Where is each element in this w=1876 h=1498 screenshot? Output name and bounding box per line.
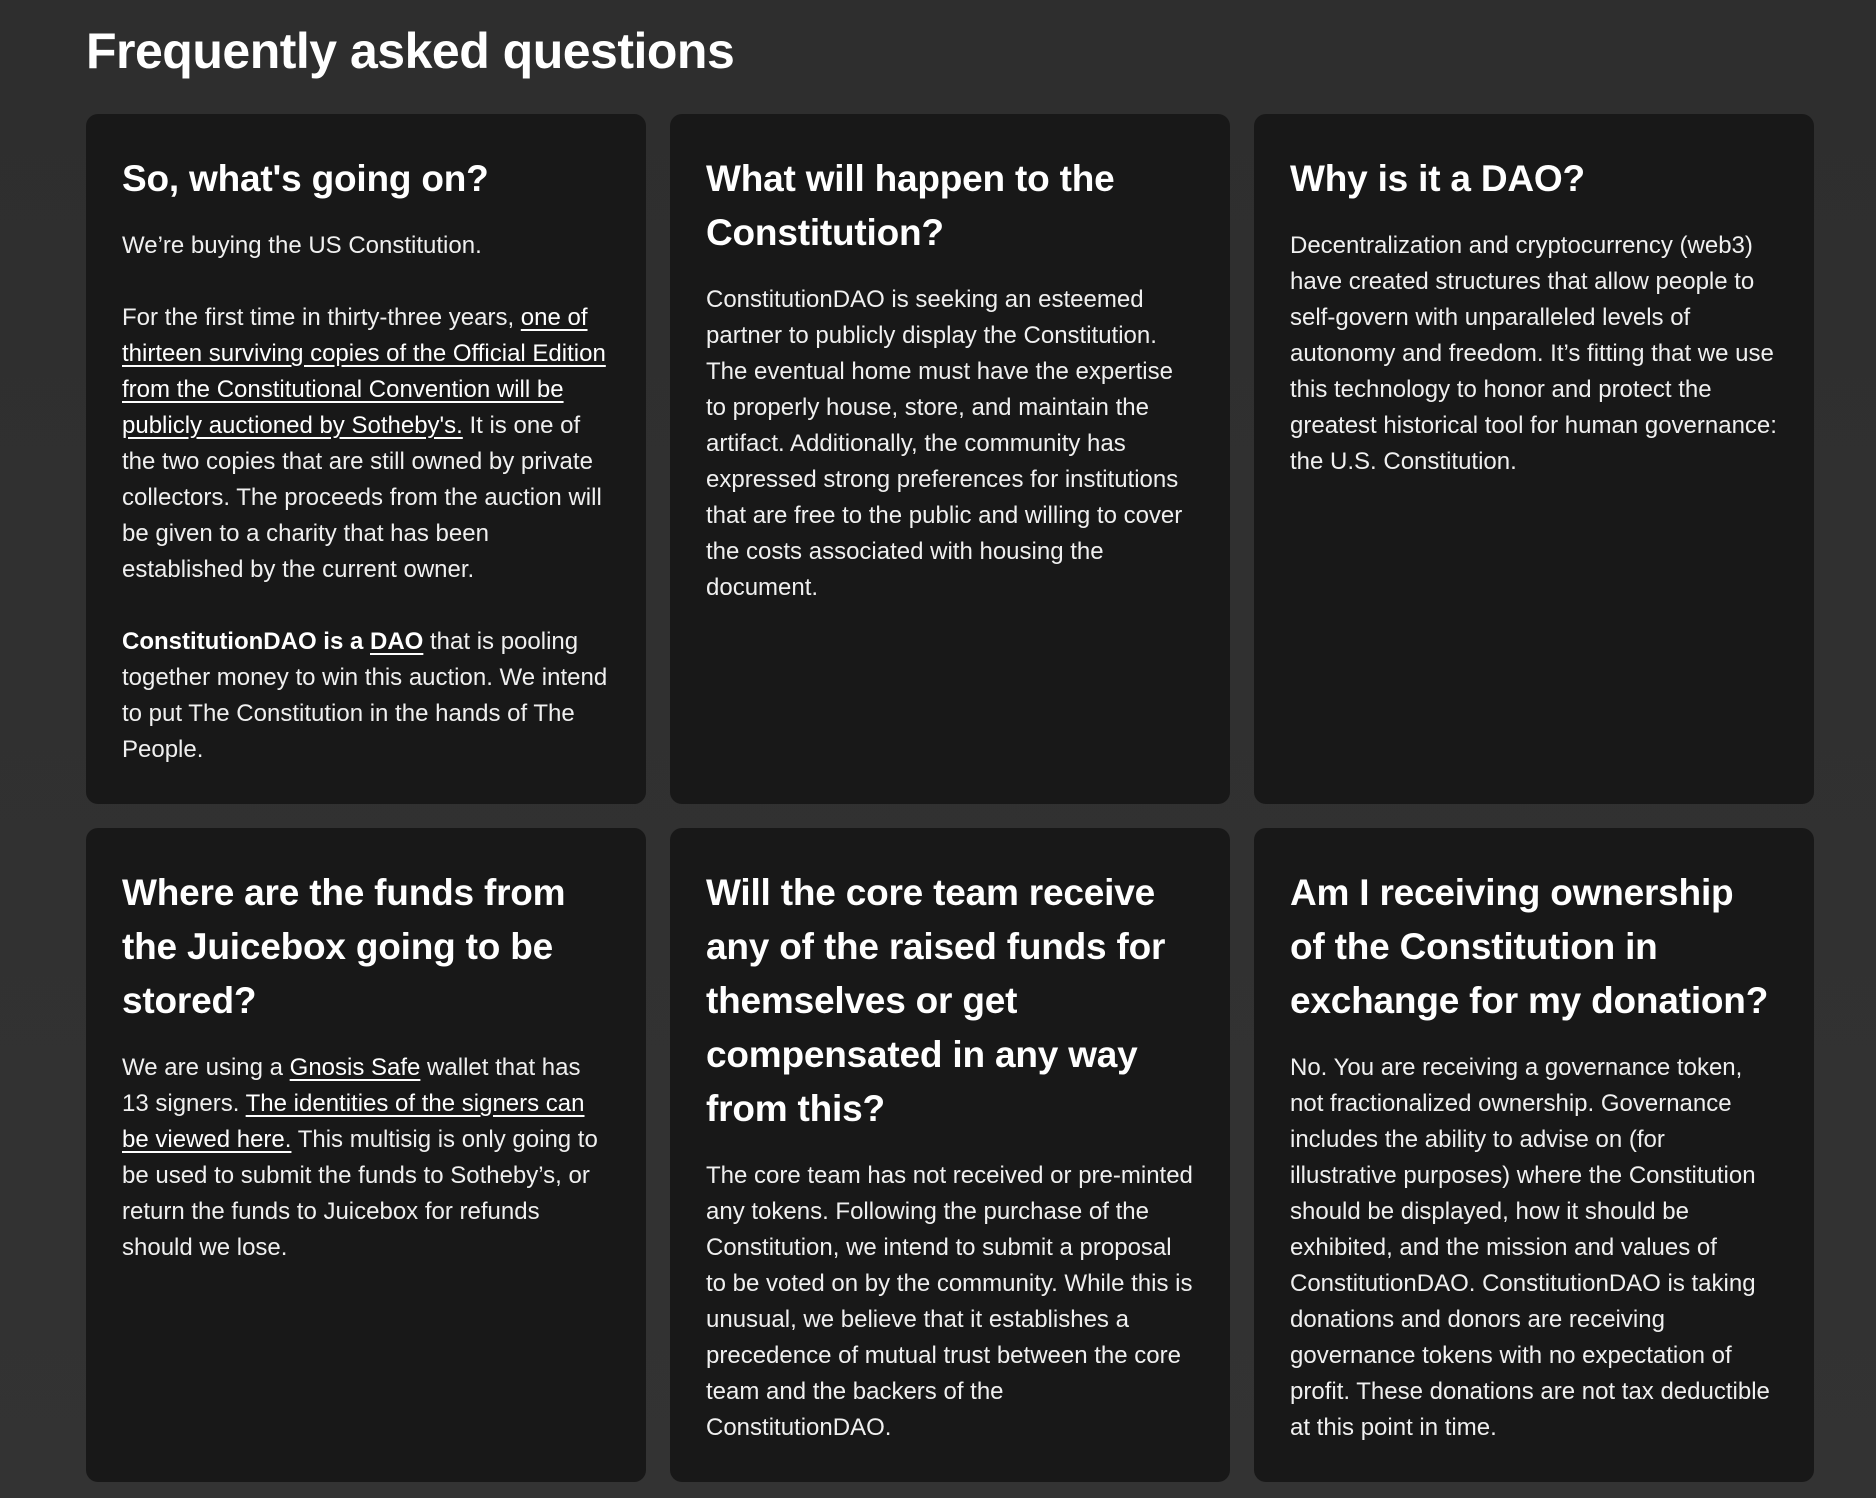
- page-title: Frequently asked questions: [86, 23, 735, 79]
- faq-answer-text: This multisig is only going to be used to submit the funds to Sotheby’s, or return the funds to Juicebox for refunds should we lose.: [122, 1126, 598, 1261]
- faq-card-core-team-funds: [670, 828, 1230, 1482]
- faq-answer-text: It is one of the two copies that are still owned by private collectors. The proceeds from the auction will be given to a charity that has been established by the current owner.: [122, 412, 602, 583]
- faq-card-what-will-happen: [670, 114, 1230, 804]
- dao-link[interactable]: DAO: [370, 628, 424, 655]
- faq-question: Am I receiving ownership of the Constitution in exchange for my donation?: [1290, 872, 1769, 1021]
- signers-identities-link[interactable]: The identities of the signers can be viewed here.: [122, 1090, 585, 1153]
- faq-answer-paragraph: No. You are receiving a governance token, not fractionalized ownership. Governance includes the ability to advise on (for illustrative purposes) where the Constitution should be displayed, how it should be exhibited, and the mission and values of ConstitutionDAO. ConstitutionDAO is taking donations and donors are receiving governance tokens with no expectation of profit. These donations are not tax deductible at this point in time.: [1290, 1054, 1770, 1441]
- faq-grid: [86, 114, 1814, 1482]
- faq-question: Where are the funds from the Juicebox going to be stored?: [122, 872, 566, 1021]
- faq-answer-paragraph: Decentralization and cryptocurrency (web3) have created structures that allow people to self-govern with unparalleled levels of autonomy and freedom. It’s fitting that we use this technology to honor and protect the greatest historical tool for human governance: the U.S. Constitution.: [1290, 232, 1777, 475]
- faq-answer-text: that is pooling together money to win this auction. We intend to put The Constitution in the hands of The People.: [122, 628, 608, 763]
- faq-answer-text: We are using a: [122, 1054, 290, 1081]
- faq-answer-paragraph: ConstitutionDAO is seeking an esteemed partner to publicly display the Constitution. The eventual home must have the expertise to properly house, store, and maintain the artifact. Additionally, the community has expressed strong preferences for institutions that are free to the public and willing to cover the costs associated with housing the document.: [706, 286, 1183, 601]
- faq-question: What will happen to the Constitution?: [706, 158, 1115, 253]
- faq-answer-paragraph: [122, 300, 610, 588]
- faq-answer-text: For the first time in thirty-three years,: [122, 304, 521, 331]
- faq-question: Why is it a DAO?: [1290, 158, 1585, 199]
- faq-card-why-dao: [1254, 114, 1814, 804]
- faq-answer-text: wallet that has 13 signers.: [122, 1054, 581, 1117]
- faq-answer-paragraph: [122, 1050, 610, 1266]
- faq-answer-paragraph: We’re buying the US Constitution.: [122, 232, 482, 259]
- faq-question: So, what's going on?: [122, 158, 489, 199]
- faq-card-whats-going-on: [86, 114, 646, 804]
- faq-card-ownership: [1254, 828, 1814, 1482]
- faq-answer-paragraph: The core team has not received or pre-minted any tokens. Following the purchase of the Constitution, we intend to submit a proposal to be voted on by the community. While this is unusual, we believe that it establishes a precedence of mutual trust between the core team and the backers of the ConstitutionDAO.: [706, 1162, 1193, 1441]
- gnosis-safe-link[interactable]: Gnosis Safe: [289, 1054, 421, 1081]
- faq-answer-paragraph: [122, 624, 610, 768]
- faq-answer-bold-prefix: ConstitutionDAO is a: [122, 628, 370, 655]
- faq-question: Will the core team receive any of the raised funds for themselves or get compensated in any way from this?: [706, 872, 1166, 1129]
- faq-answer-bold-text: [122, 628, 423, 655]
- faq-card-funds-storage: [86, 828, 646, 1482]
- sothebys-auction-link[interactable]: one of thirteen surviving copies of the Official Edition from the Constitutional Convention will be publicly auctioned by Sotheby's.: [122, 304, 606, 439]
